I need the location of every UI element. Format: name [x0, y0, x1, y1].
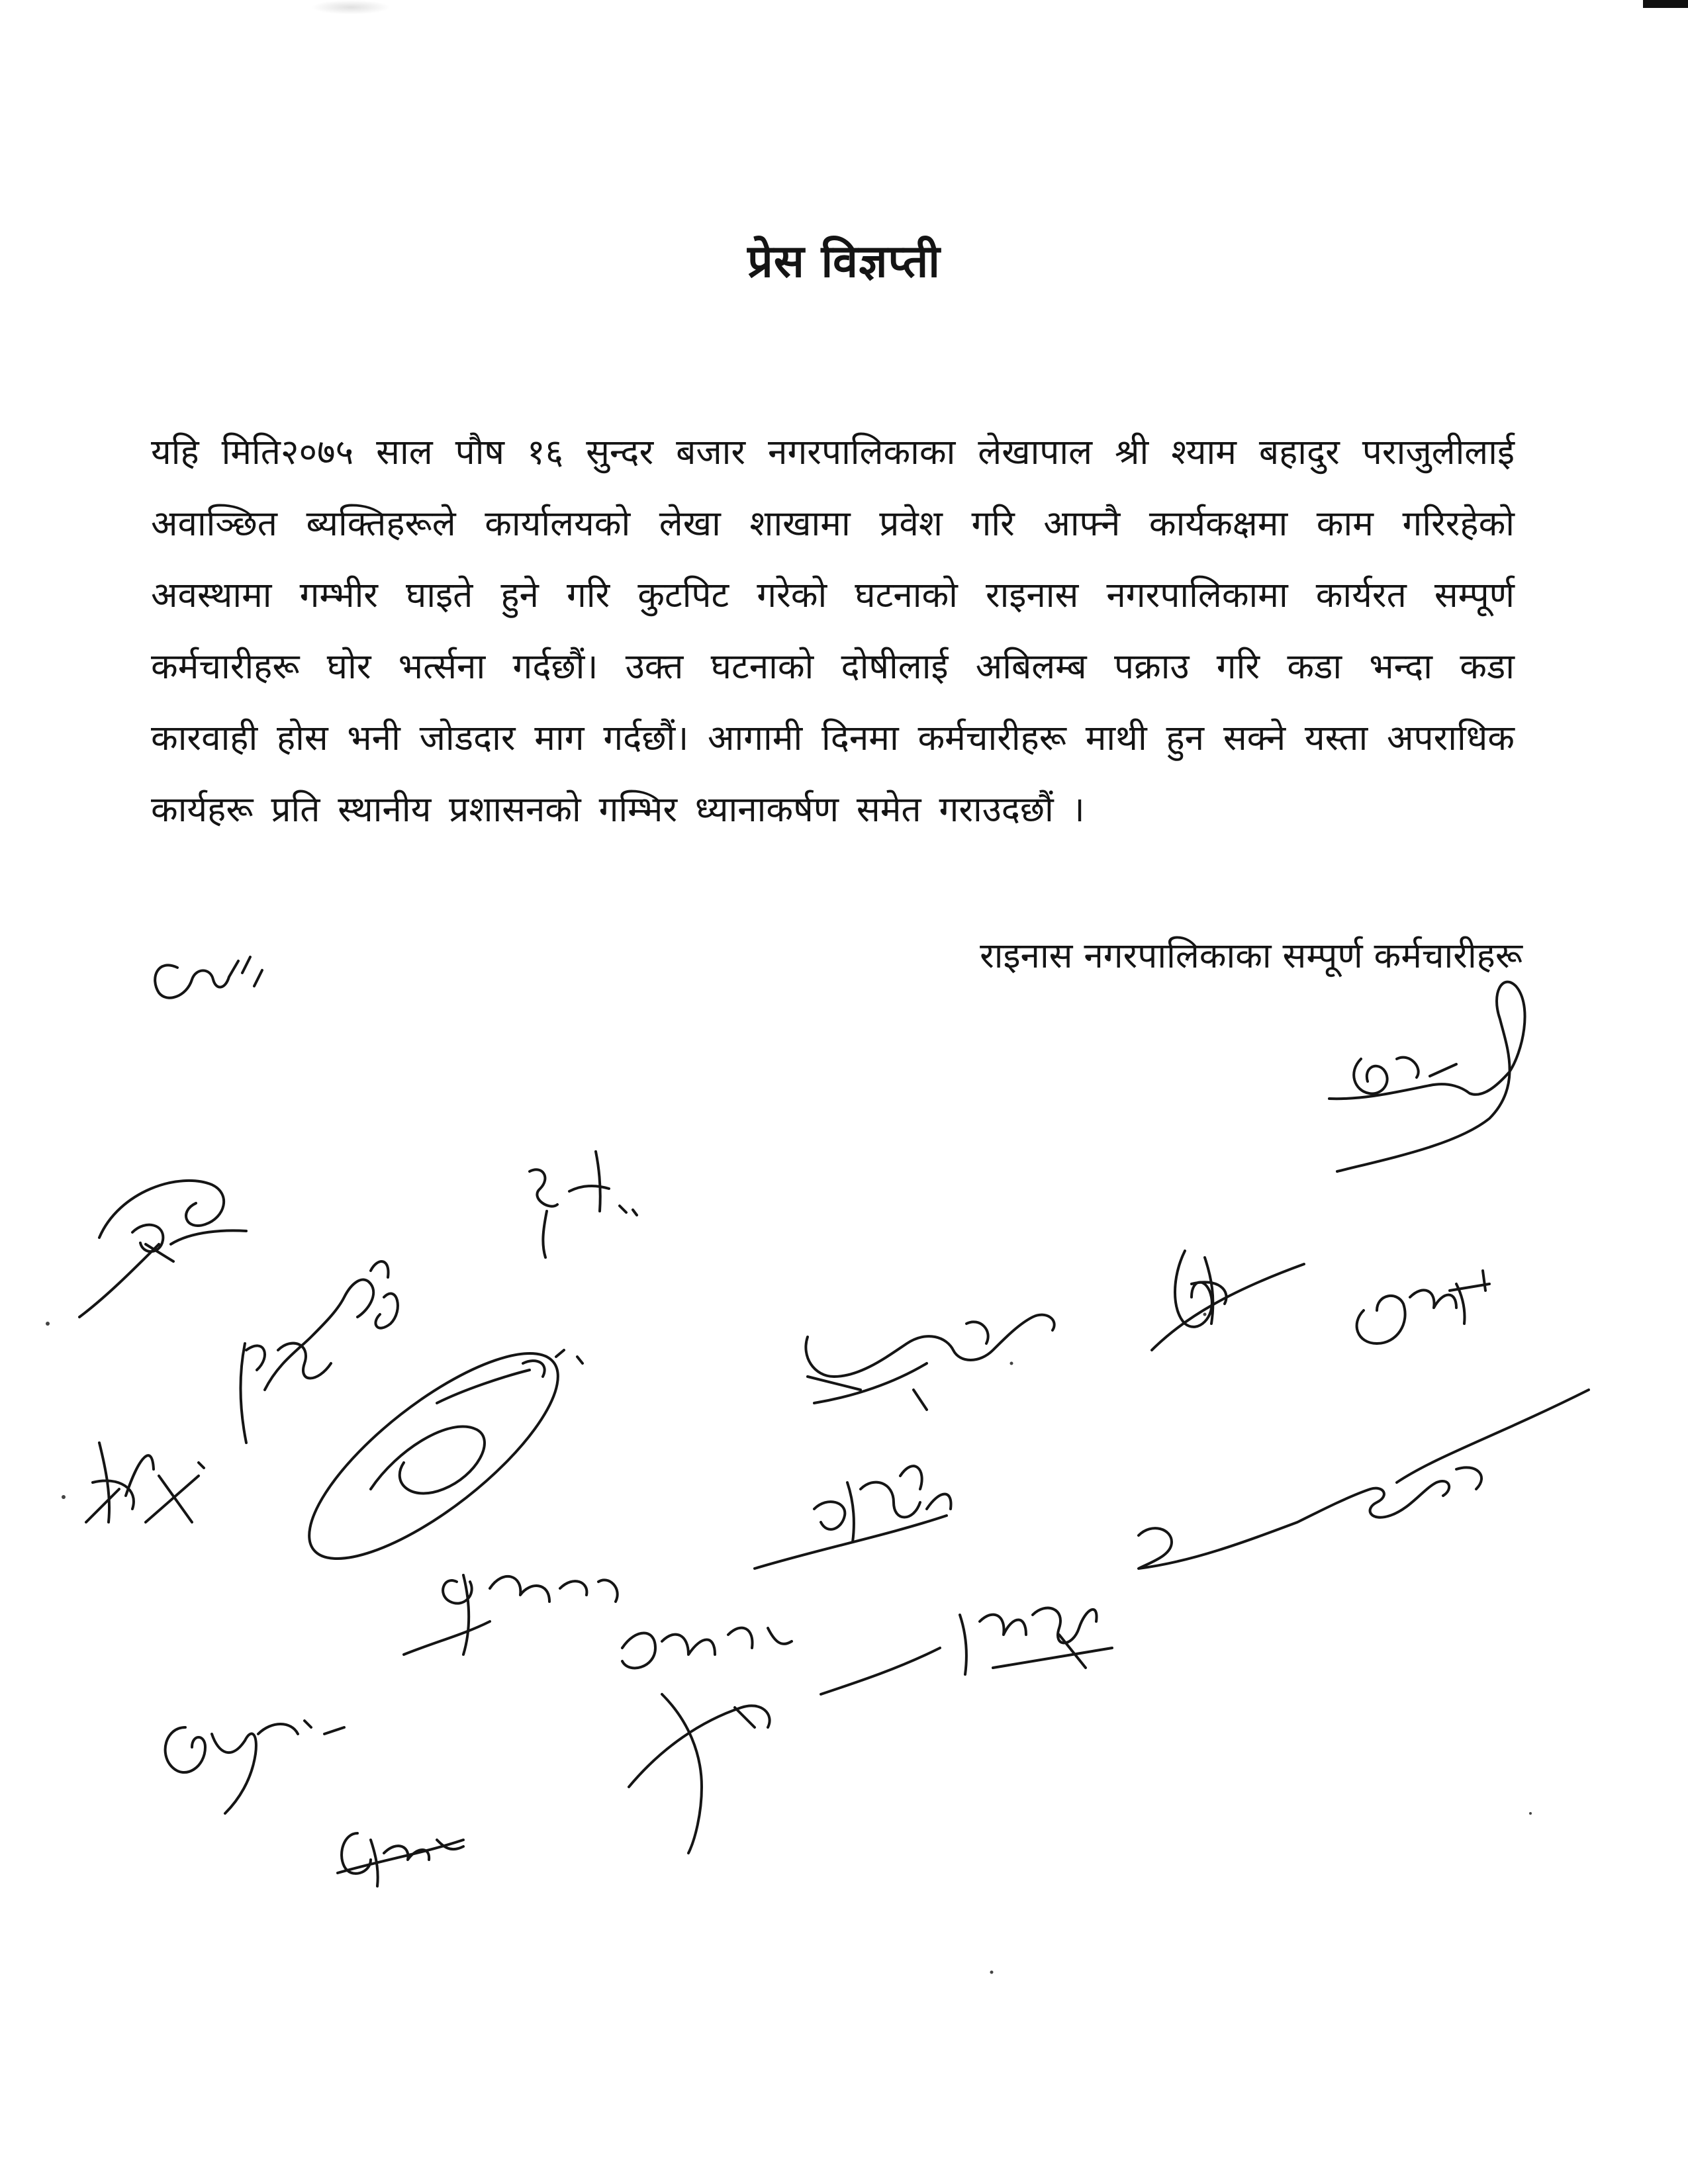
signature-15 — [821, 1608, 1112, 1694]
scan-smudge — [311, 0, 391, 15]
signature-16 — [165, 1721, 344, 1813]
signature-10 — [1357, 1271, 1489, 1343]
signature-4 — [530, 1152, 637, 1257]
signature-9 — [1152, 1251, 1304, 1350]
signature-1 — [155, 957, 262, 998]
document-title: प्रेस विज्ञप्ती — [747, 236, 941, 288]
signature-5 — [240, 1261, 397, 1443]
signature-8 — [806, 1315, 1054, 1410]
signature-7 — [281, 1320, 586, 1591]
signature-17 — [338, 1833, 463, 1886]
scan-edge-mark — [1643, 0, 1688, 8]
signature-11 — [1139, 1390, 1589, 1569]
document-closing: राइनास नगरपालिकाका सम्पूर्ण कर्मचारीहरू — [980, 936, 1523, 976]
signature-13 — [404, 1575, 618, 1655]
signature-2 — [1329, 982, 1525, 1171]
signature-14 — [622, 1628, 792, 1853]
document-body: यहि मिति२०७५ साल पौष १६ सुन्दर बजार नगरपालिकाका लेखापाल श्री श्याम बहादुर पराजुलीलाई अवाञ्छित ब्यक्तिहरूले कार्यालयको लेखा शाखामा प्रवेश गरि आफ्नै कार्यकक्षमा काम गरिरहेको अवस्थामा गम्भीर घाइते हुने गरि कुटपिट गरेको घटनाको राइनास नगरपालिकामा कार्यरत सम्पूर्ण कर्मचारीहरू घोर भर्त्सना गर्दछौं। उक्त घटनाको दोषीलाई अबिलम्ब पक्राउ गरि कडा भन्दा कडा कारवाही होस भनी जोडदार माग गर्दछौं। आगामी दिनमा कर्मचारीहरू माथी हुन सक्ने यस्ता अपराधिक कार्यहरू प्रति स्थानीय प्रशासनको गम्भिर ध्यानाकर्षण समेत गराउदछौं । — [151, 432, 1515, 830]
signature-3 — [79, 1181, 246, 1317]
signature-12 — [755, 1466, 951, 1569]
signature-6 — [86, 1443, 204, 1522]
